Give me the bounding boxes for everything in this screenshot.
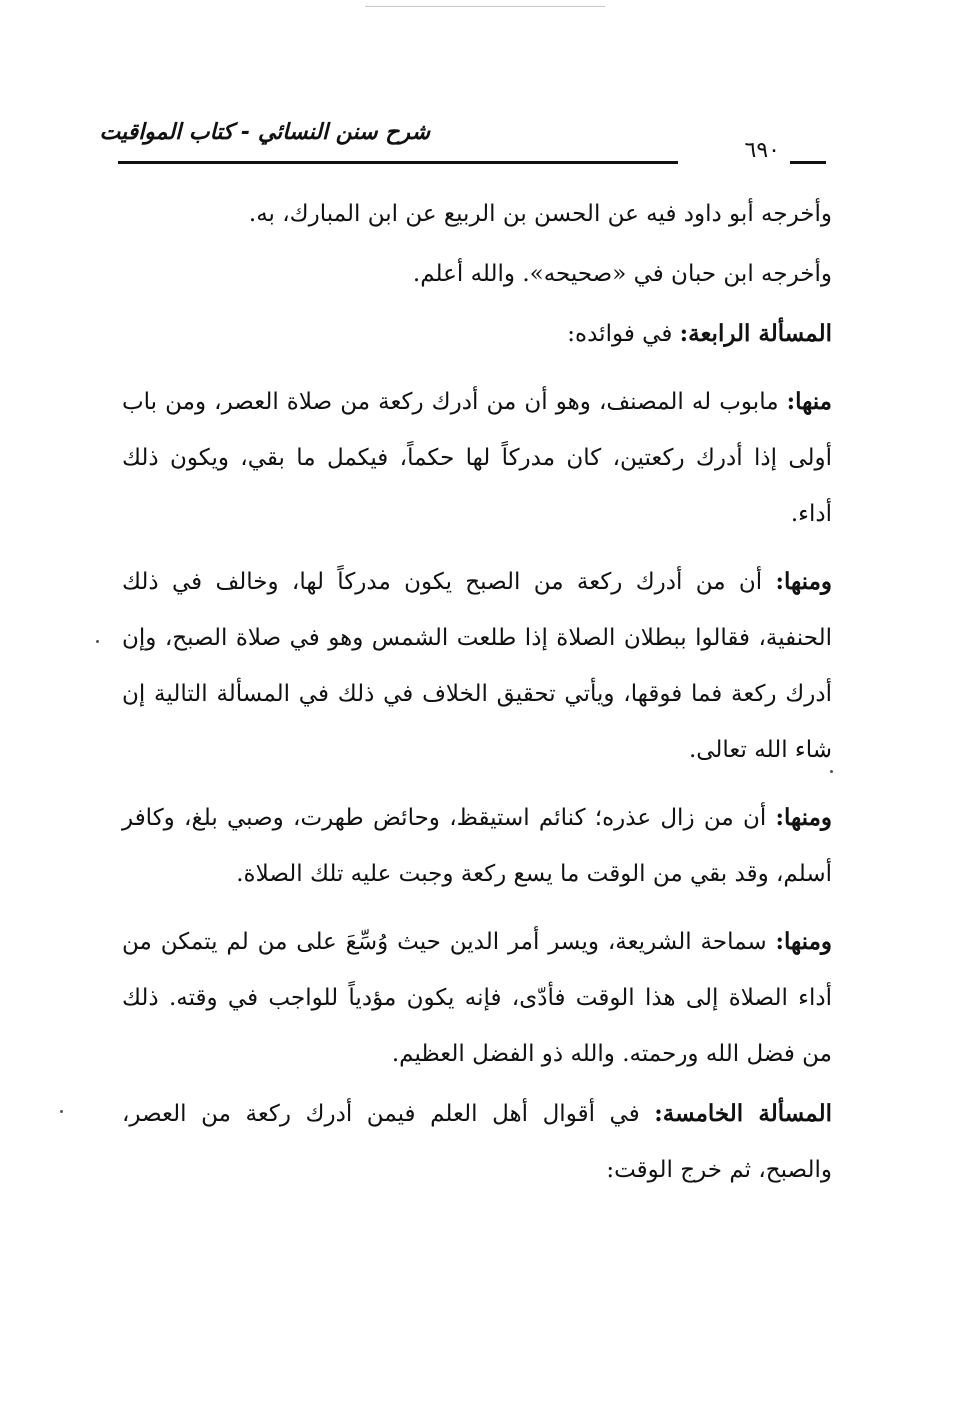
paragraph bbox=[122, 374, 832, 542]
paragraph-text: أن من أدرك ركعة من الصبح يكون مدركاً لها، وخالف في ذلك الحنفية، فقالوا ببطلان الصلاة إذا طلعت الشمس وهو في صلاة الصبح، وإن أدرك ركعة فما فوقها، ويأتي تحقيق الخلاف في ذلك في المسألة التالية إن شاء الله تعالى. bbox=[122, 569, 832, 763]
body-text bbox=[122, 186, 832, 1210]
section-heading-label: المسألة الرابعة: bbox=[679, 320, 832, 347]
paragraph bbox=[122, 790, 832, 902]
page-number: ٦٩٠ bbox=[744, 138, 780, 163]
paragraph-lead: ومنها: bbox=[775, 804, 832, 831]
paragraph-lead: ومنها: bbox=[775, 568, 832, 595]
section-heading-text: في فوائده: bbox=[567, 321, 680, 347]
header-dash bbox=[790, 161, 826, 164]
paragraph-text: أن من زال عذره؛ كنائم استيقظ، وحائض طهرت، وصبي بلغ، وكافر أسلم، وقد بقي من الوقت ما يسع ركعة وجبت عليه تلك الصلاة. bbox=[122, 805, 832, 887]
paragraph-lead: ومنها: bbox=[775, 928, 832, 955]
paragraph-lead: منها: bbox=[786, 388, 832, 415]
paragraph bbox=[122, 554, 832, 778]
paragraph bbox=[122, 246, 832, 302]
running-title: شرح سنن النسائي - كتاب المواقيت bbox=[99, 120, 430, 145]
paragraph bbox=[122, 914, 832, 1082]
scan-speck bbox=[96, 640, 99, 643]
paragraph-text: سماحة الشريعة، ويسر أمر الدين حيث وُسِّعَ على من لم يتمكن من أداء الصلاة إلى هذا الوقت فأدّى، فإنه يكون مؤدياً للواجب في وقته. ذلك من فضل الله ورحمته. والله ذو الفضل العظيم. bbox=[122, 929, 832, 1067]
scan-speck bbox=[830, 770, 833, 773]
top-scan-rule bbox=[365, 6, 605, 7]
scan-speck bbox=[60, 1110, 63, 1113]
header-rule bbox=[118, 161, 678, 164]
section-heading bbox=[122, 1086, 832, 1198]
section-heading-label: المسألة الخامسة: bbox=[654, 1100, 832, 1127]
paragraph-text: مابوب له المصنف، وهو أن من أدرك ركعة من صلاة العصر، ومن باب أولى إذا أدرك ركعتين، كان مدركاً لها حكماً، فيكمل ما بقي، ويكون ذلك أداء. bbox=[122, 389, 832, 527]
page-header bbox=[99, 112, 830, 172]
paragraph bbox=[122, 186, 832, 242]
paragraph-text: وأخرجه أبو داود فيه عن الحسن بن الربيع عن ابن المبارك، به. bbox=[248, 201, 832, 227]
section-heading-text: في أقوال أهل العلم فيمن أدرك ركعة من العصر، والصبح، ثم خرج الوقت: bbox=[122, 1101, 832, 1183]
paragraph-text: وأخرجه ابن حبان في «صحيحه». والله أعلم. bbox=[412, 261, 832, 287]
section-heading bbox=[122, 306, 832, 362]
